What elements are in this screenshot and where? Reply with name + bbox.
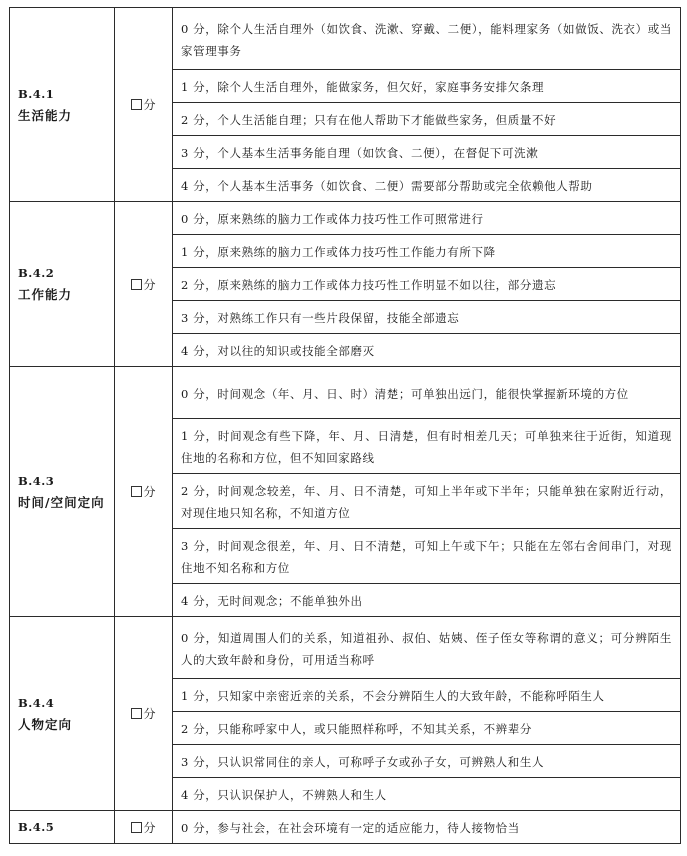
score-cell[interactable] xyxy=(115,367,173,617)
option-text: 3 分，只认识常同住的亲人，可称呼子女或孙子女，可辨熟人和生人 xyxy=(173,745,681,778)
score-cell[interactable] xyxy=(115,8,173,202)
option-text: 3 分，对熟练工作只有一些片段保留，技能全部遗忘 xyxy=(173,301,681,334)
option-text: 2 分，个人生活能自理；只有在他人帮助下才能做些家务，但质量不好 xyxy=(173,103,681,136)
score-unit-label: 分 xyxy=(143,98,156,112)
score-cell[interactable] xyxy=(115,617,173,811)
item-code: B.4.4 xyxy=(18,695,55,710)
option-text: 4 分，无时间观念；不能单独外出 xyxy=(173,584,681,617)
score-unit-label: 分 xyxy=(143,485,156,499)
item-code: B.4.1 xyxy=(18,86,55,101)
option-text: 0 分，时间观念（年、月、日、时）清楚；可单独出远门，能很快掌握新环境的方位 xyxy=(173,367,681,419)
item-code: B.4.2 xyxy=(18,266,55,280)
score-cell[interactable] xyxy=(115,811,173,844)
option-text: 0 分，知道周围人们的关系，知道祖孙、叔伯、姑姨、侄子侄女等称谓的意义；可分辨陌生人的大致年龄和身份，可用适当称呼 xyxy=(173,617,681,679)
option-row xyxy=(10,8,681,70)
option-text: 3 分，个人基本生活事务能自理（如饮食、二便），在督促下可洗漱 xyxy=(173,136,681,169)
item-label-cell xyxy=(10,8,115,202)
option-row xyxy=(10,811,681,844)
score-checkbox[interactable] xyxy=(131,486,142,497)
item-label-cell xyxy=(10,617,115,811)
option-text: 1 分，只知家中亲密近亲的关系，不会分辨陌生人的大致年龄，不能称呼陌生人 xyxy=(173,679,681,712)
item-title: 人物定向 xyxy=(18,716,73,732)
item-title: 工作能力 xyxy=(18,287,73,302)
score-checkbox[interactable] xyxy=(131,99,142,110)
option-text: 4 分，只认识保护人，不辨熟人和生人 xyxy=(173,778,681,811)
option-text: 1 分，除个人生活自理外，能做家务，但欠好，家庭事务安排欠条理 xyxy=(173,70,681,103)
option-text: 0 分，原来熟练的脑力工作或体力技巧性工作可照常进行 xyxy=(173,202,681,235)
option-text: 0 分，参与社会，在社会环境有一定的适应能力，待人接物恰当 xyxy=(173,811,681,844)
score-checkbox[interactable] xyxy=(131,279,142,290)
item-code: B.4.3 xyxy=(18,473,55,488)
option-text: 1 分，时间观念有些下降，年、月、日清楚，但有时相差几天；可单独来往于近街，知道现住地的名称和方位，但不知回家路线 xyxy=(173,419,681,474)
option-text: 3 分，时间观念很差，年、月、日不清楚，可知上午或下午；只能在左邻右舍间串门，对现住地不知名称和方位 xyxy=(173,529,681,584)
option-text: 1 分，原来熟练的脑力工作或体力技巧性工作能力有所下降 xyxy=(173,235,681,268)
option-row xyxy=(10,617,681,679)
option-row xyxy=(10,202,681,235)
option-text: 4 分，个人基本生活事务（如饮食、二便）需要部分帮助或完全依赖他人帮助 xyxy=(173,169,681,202)
score-cell[interactable] xyxy=(115,202,173,367)
option-row xyxy=(10,367,681,419)
score-checkbox[interactable] xyxy=(131,708,142,719)
option-text: 4 分，对以往的知识或技能全部磨灭 xyxy=(173,334,681,367)
item-title: 时间/空间定向 xyxy=(18,494,105,510)
score-unit-label: 分 xyxy=(143,277,156,292)
item-label-cell xyxy=(10,811,115,844)
option-text: 2 分，原来熟练的脑力工作或体力技巧性工作明显不如以往，部分遗忘 xyxy=(173,268,681,301)
option-text: 2 分，只能称呼家中人，或只能照样称呼，不知其关系，不辨辈分 xyxy=(173,712,681,745)
score-checkbox[interactable] xyxy=(131,822,142,833)
option-text: 0 分，除个人生活自理外（如饮食、洗漱、穿戴、二便），能料理家务（如做饭、洗衣）或当家管理事务 xyxy=(173,8,681,70)
assessment-table xyxy=(9,7,681,844)
score-unit-label: 分 xyxy=(143,820,156,835)
score-unit-label: 分 xyxy=(143,707,156,721)
item-title: 生活能力 xyxy=(18,107,73,123)
item-code: B.4.5 xyxy=(18,820,55,834)
item-label-cell xyxy=(10,202,115,367)
option-text: 2 分，时间观念较差，年、月、日不清楚，可知上半年或下半年；只能单独在家附近行动，对现住地只知名称，不知道方位 xyxy=(173,474,681,529)
item-label-cell xyxy=(10,367,115,617)
